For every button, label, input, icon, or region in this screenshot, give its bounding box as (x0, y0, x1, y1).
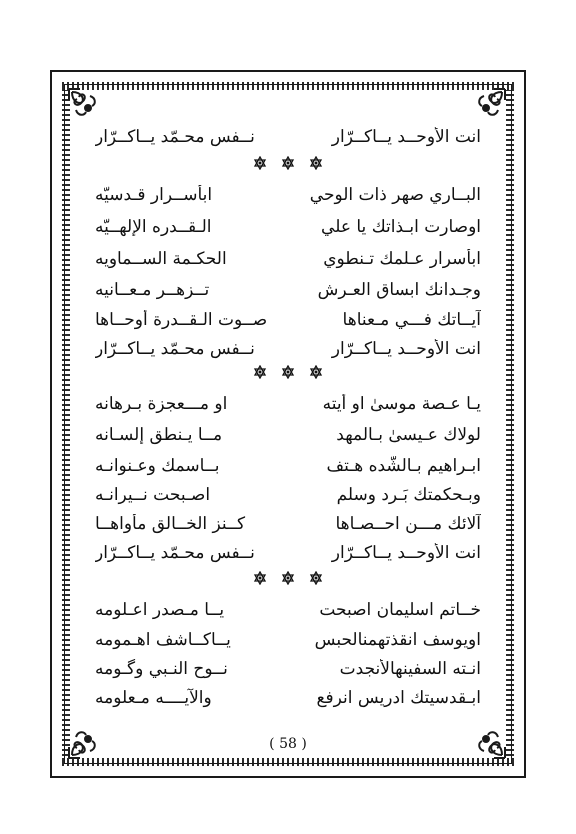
verse-line (95, 307, 481, 333)
verse-first-hemistich: اوصارت ابـذاتك يا علي (321, 217, 481, 237)
star-icon (281, 156, 295, 170)
star-icon (253, 365, 267, 379)
verse-line (95, 391, 481, 417)
verse-line (95, 453, 481, 479)
verse-first-hemistich: وجـدانك ابساق العـرش (317, 280, 481, 300)
verse-line (95, 277, 481, 303)
star-icon (309, 571, 323, 585)
verse-second-hemistich: نــفس محـمّد يــاكــرّار (95, 127, 255, 147)
corner-ornament-icon (66, 86, 100, 120)
verse-first-hemistich: لولاك عـيسىٰ بـالمهد (336, 425, 481, 445)
corner-ornament-icon (474, 727, 508, 761)
verse-first-hemistich: ابـقدسيتك ادريس انرفع (316, 688, 481, 708)
verse-line (95, 685, 481, 711)
verse-line (95, 182, 481, 208)
verse-second-hemistich: الـقــدره الإلهــيّه (95, 217, 212, 237)
verse-line (95, 540, 481, 566)
verse-first-hemistich: آيــاتك فـــي مـعناها (342, 310, 481, 330)
verse-second-hemistich: كــنز الخــالق مأواهــا (95, 514, 246, 534)
verse-second-hemistich: مــا يـنطق إلسـانه (95, 425, 223, 445)
page-number: ( 58 ) (269, 736, 307, 752)
verse-first-hemistich: انت الأوحــد يــاكــرّار (331, 127, 481, 147)
verse-first-hemistich: يـا عـصة موسىٰ او أيته (322, 394, 481, 414)
star-icon (281, 571, 295, 585)
verse-second-hemistich: او مـــعجزة بـرهانه (95, 394, 228, 414)
verse-line (95, 627, 481, 653)
verse-line (95, 422, 481, 448)
verse-second-hemistich: نــوح النـبي وگـومه (95, 659, 228, 679)
star-separator (95, 153, 481, 173)
verse-line (95, 246, 481, 272)
verse-second-hemistich: الحكـمة الســماويه (95, 249, 227, 269)
verse-second-hemistich: ابأســرار قـدسيّه (95, 185, 213, 205)
verse-first-hemistich: آلائك مـــن احــصـاها (335, 514, 481, 534)
verse-first-hemistich: البــاري صهر ذات الوحي (309, 185, 481, 205)
verse-second-hemistich: اصـبحت نــيرانـه (95, 485, 211, 505)
verse-line (95, 214, 481, 240)
verse-first-hemistich: ابأسرار عـلمك تـنطوي (323, 249, 481, 269)
verse-first-hemistich: انـته السفينهالأنجدت (339, 659, 481, 679)
verse-line (95, 482, 481, 508)
star-icon (281, 365, 295, 379)
verse-first-hemistich: انت الأوحــد يــاكــرّار (331, 543, 481, 563)
verse-second-hemistich: تــزهــر مـعــانيه (95, 280, 210, 300)
star-icon (253, 571, 267, 585)
verse-first-hemistich: وبـحكمتك بَـرد وسلم (336, 485, 481, 505)
verse-first-hemistich: انت الأوحــد يــاكــرّار (331, 339, 481, 359)
verse-first-hemistich: اويوسف انقذتهمنالحبس (314, 630, 481, 650)
verse-second-hemistich: يــا مـصدر اعـلومه (95, 600, 225, 620)
corner-ornament-icon (474, 86, 508, 120)
star-icon (253, 156, 267, 170)
star-separator (95, 362, 481, 382)
verse-second-hemistich: يــاكــاشف اهـمومه (95, 630, 231, 650)
verse-line (95, 511, 481, 537)
star-icon (309, 156, 323, 170)
verse-line (95, 336, 481, 362)
verse-line (95, 124, 481, 150)
verse-second-hemistich: والآيــــه مـعلومه (95, 688, 212, 708)
verse-first-hemistich: ابـراهيم بـالشّده هـتف (326, 456, 481, 476)
verse-line (95, 597, 481, 623)
verse-second-hemistich: صــوت الـقــدرة أوحــاها (95, 310, 268, 330)
verse-first-hemistich: خــاتم اسليمان اصبحت (319, 600, 481, 620)
star-separator (95, 568, 481, 588)
verse-second-hemistich: نــفس محـمّد يــاكــرّار (95, 339, 255, 359)
corner-ornament-icon (66, 727, 100, 761)
verse-second-hemistich: نــفس محـمّد يــاكــرّار (95, 543, 255, 563)
star-icon (309, 365, 323, 379)
verse-line (95, 656, 481, 682)
verse-second-hemistich: بــاسمك وعـنوانـه (95, 456, 220, 476)
